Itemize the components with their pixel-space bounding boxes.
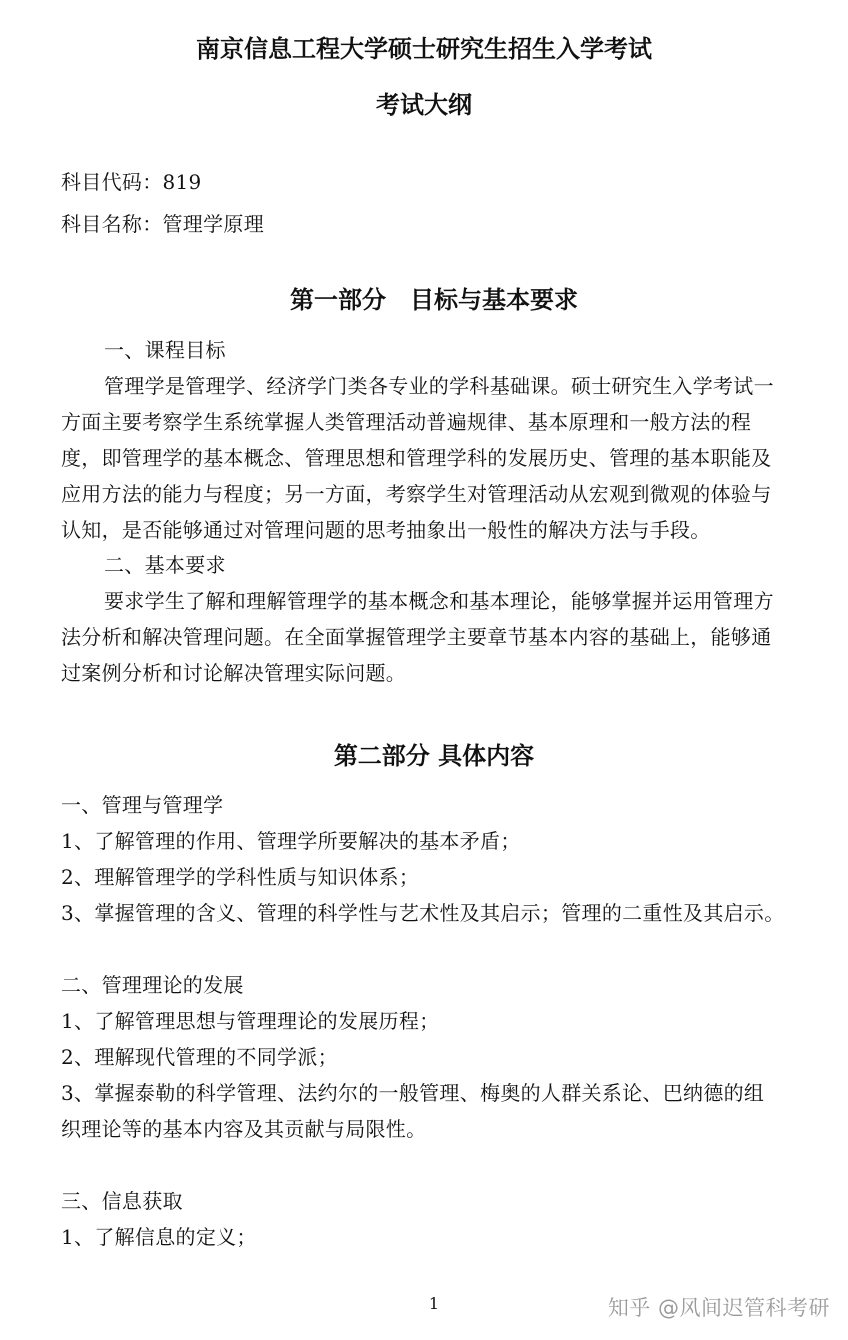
document-title: 南京信息工程大学硕士研究生招生入学考试 <box>196 34 652 63</box>
list-item: 2、理解管理学的学科性质与知识体系； <box>61 865 420 889</box>
list-item: 1、了解信息的定义； <box>61 1225 257 1249</box>
document-subtitle: 考试大纲 <box>376 90 472 119</box>
list-item: 3、掌握管理的含义、管理的科学性与艺术性及其启示；管理的二重性及其启示。 <box>61 901 785 925</box>
paragraph-line: 过案例分析和讨论解决管理实际问题。 <box>61 661 407 685</box>
watermark: 知乎 @风间迟管科考研 <box>607 1296 830 1320</box>
list-item: 织理论等的基本内容及其贡献与局限性。 <box>61 1117 427 1141</box>
chapter1-title: 一、管理与管理学 <box>61 793 224 817</box>
part1-heading: 第一部分 目标与基本要求 <box>290 285 578 314</box>
page-number: 1 <box>428 1294 440 1313</box>
subject-name: 科目名称：管理学原理 <box>61 212 264 236</box>
paragraph-line: 法分析和解决管理问题。在全面掌握管理学主要章节基本内容的基础上，能够通 <box>61 625 772 649</box>
list-item: 3、掌握泰勒的科学管理、法约尔的一般管理、梅奥的人群关系论、巴纳德的组 <box>61 1081 765 1105</box>
subject-code: 科目代码：819 <box>61 170 202 194</box>
part1-section2-title: 二、基本要求 <box>104 553 226 577</box>
paragraph-line: 度，即管理学的基本概念、管理思想和管理学科的发展历史、管理的基本职能及 <box>61 446 772 470</box>
list-item: 2、理解现代管理的不同学派； <box>61 1045 338 1069</box>
paragraph-line: 管理学是管理学、经济学门类各专业的学科基础课。硕士研究生入学考试一 <box>104 374 774 398</box>
list-item: 1、了解管理思想与管理理论的发展历程； <box>61 1009 440 1033</box>
paragraph-line: 认知，是否能够通过对管理问题的思考抽象出一般性的解决方法与手段。 <box>61 518 711 542</box>
paragraph-line: 方面主要考察学生系统掌握人类管理活动普遍规律、基本原理和一般方法的程 <box>61 410 752 434</box>
chapter2-title: 二、管理理论的发展 <box>61 973 244 997</box>
list-item: 1、了解管理的作用、管理学所要解决的基本矛盾； <box>61 829 521 853</box>
chapter3-title: 三、信息获取 <box>61 1189 183 1213</box>
part1-section1-title: 一、课程目标 <box>104 338 226 362</box>
part2-heading: 第二部分 具体内容 <box>333 741 535 770</box>
paragraph-line: 要求学生了解和理解管理学的基本概念和基本理论，能够掌握并运用管理方 <box>104 589 774 613</box>
paragraph-line: 应用方法的能力与程度；另一方面，考察学生对管理活动从宏观到微观的体验与 <box>61 482 772 506</box>
